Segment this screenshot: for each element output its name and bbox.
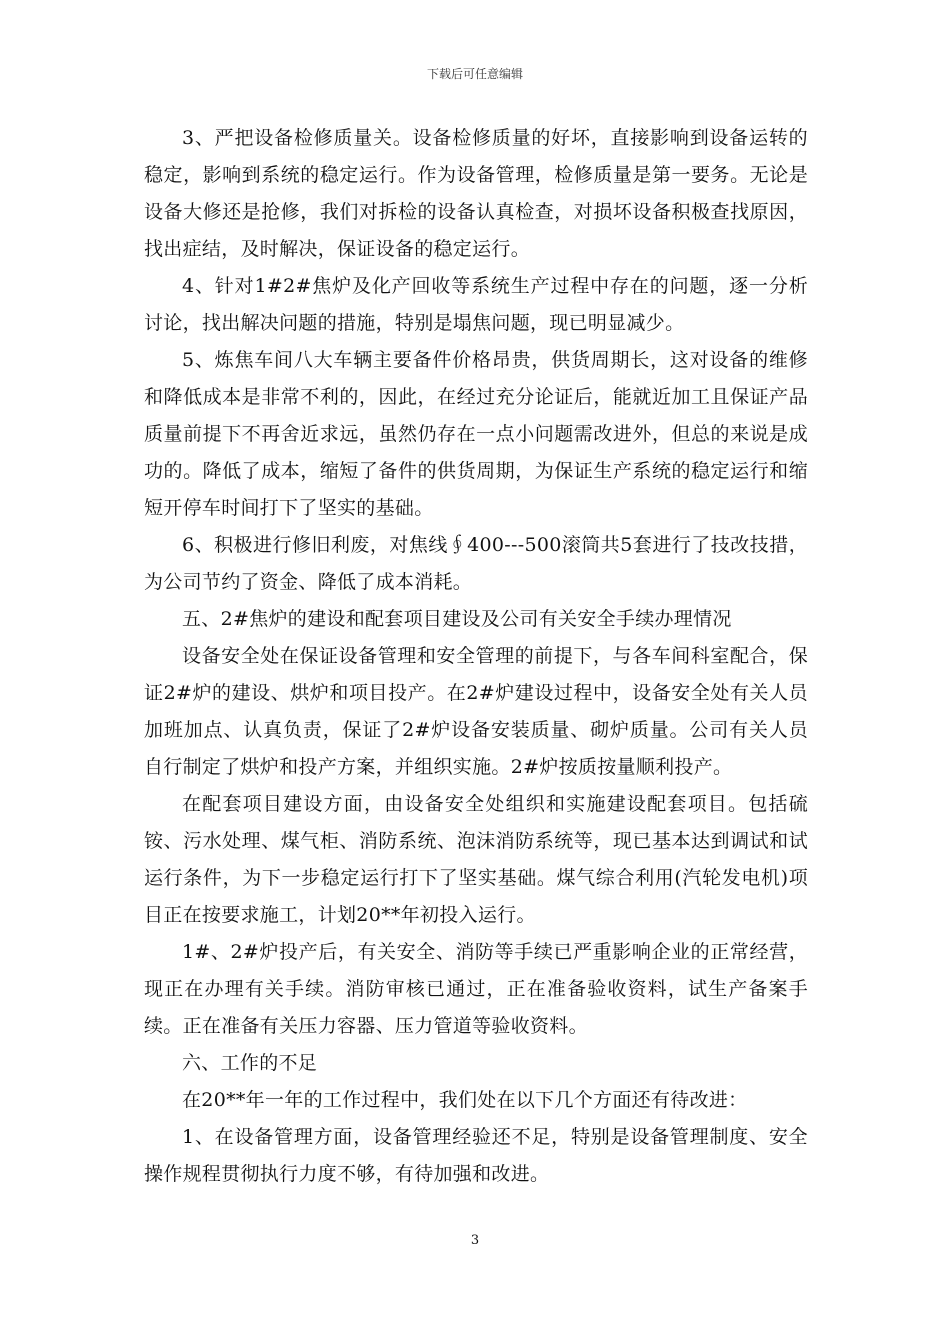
paragraph-item-6-recycling: 6、积极进行修旧利废，对焦线∮400---500滚筒共5套进行了技改技措，为公司节约了资金、降低了成本消耗。 xyxy=(144,534,808,593)
document-body xyxy=(144,120,808,1193)
page-header: 下载后可任意编辑 xyxy=(426,67,523,81)
paragraph-shortcoming-1: 1、在设备管理方面，设备管理经验还不足，特别是设备管理制度、安全操作规程贯彻执行力度不够，有待加强和改进。 xyxy=(144,1126,808,1185)
page-number: 3 xyxy=(470,1233,480,1248)
paragraph-shortcomings-intro: 在20**年一年的工作过程中，我们处在以下几个方面还有待改进： xyxy=(182,1089,748,1111)
paragraph-oven-construction: 设备安全处在保证设备管理和安全管理的前提下，与各车间科室配合，保证2#炉的建设、烘炉和项目投产。在2#炉建设过程中，设备安全处有关人员加班加点、认真负责，保证了2#炉设备安装质量、砌炉质量。公司有关人员自行制定了烘炉和投产方案，并组织实施。2#炉按质按量顺利投产。 xyxy=(144,645,808,778)
section-heading-5: 五、2#焦炉的建设和配套项目建设及公司有关安全手续办理情况 xyxy=(182,608,732,630)
paragraph-item-4-coke-oven: 4、针对1#2#焦炉及化产回收等系统生产过程中存在的问题，逐一分析讨论，找出解决问题的措施，特别是塌焦问题，现已明显减少。 xyxy=(144,275,808,334)
paragraph-safety-procedures: 1#、2#炉投产后，有关安全、消防等手续已严重影响企业的正常经营，现正在办理有关手续。消防审核已通过，正在准备验收资料，试生产备案手续。正在准备有关压力容器、压力管道等验收资料。 xyxy=(144,941,808,1037)
section-heading-6: 六、工作的不足 xyxy=(182,1052,318,1074)
paragraph-item-3-quality: 3、严把设备检修质量关。设备检修质量的好坏，直接影响到设备运转的稳定，影响到系统的稳定运行。作为设备管理，检修质量是第一要务。无论是设备大修还是抢修，我们对拆检的设备认真检查，对损坏设备积极查找原因，找出症结，及时解决，保证设备的稳定运行。 xyxy=(144,127,808,260)
paragraph-item-5-spare-parts: 5、炼焦车间八大车辆主要备件价格昂贵，供货周期长，这对设备的维修和降低成本是非常不利的，因此，在经过充分论证后，能就近加工且保证产品质量前提下不再舍近求远，虽然仍存在一点小问题需改进外，但总的来说是成功的。降低了成本，缩短了备件的供货周期，为保证生产系统的稳定运行和缩短开停车时间打下了坚实的基础。 xyxy=(144,349,808,519)
paragraph-supporting-projects: 在配套项目建设方面，由设备安全处组织和实施建设配套项目。包括硫铵、污水处理、煤气柜、消防系统、泡沫消防系统等，现已基本达到调试和试运行条件，为下一步稳定运行打下了坚实基础。煤气综合利用(汽轮发电机)项目正在按要求施工，计划20**年初投入运行。 xyxy=(144,793,808,926)
